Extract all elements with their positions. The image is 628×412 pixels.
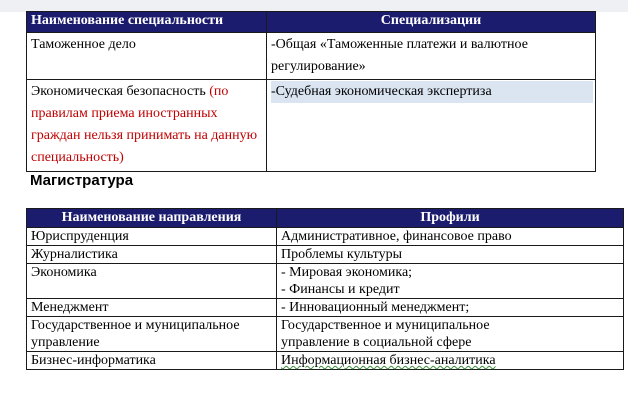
direction-name: Менеджмент: [27, 299, 277, 317]
profile: [277, 352, 624, 370]
profile: [277, 264, 624, 299]
header-specializations: Специализации: [267, 12, 596, 33]
direction-name: Юриспруденция: [27, 228, 277, 246]
header-direction: Наименование направления: [27, 209, 277, 228]
profile-line: - Финансы и кредит: [281, 282, 400, 297]
table-header-row: [27, 12, 596, 33]
specialization-line: регулирование»: [271, 59, 366, 74]
profile: Проблемы культуры: [277, 246, 624, 264]
specialties-table: [26, 11, 596, 172]
profile-line: Государственное и муниципальное: [281, 318, 490, 333]
table-header-row: [27, 209, 624, 228]
specialty-name: Таможенное дело: [27, 33, 267, 80]
programs-table: [26, 208, 624, 370]
profile-line: - Мировая экономика;: [281, 265, 413, 280]
specialty-name-text: Экономическая безопасность: [31, 84, 210, 99]
table-row: [27, 80, 596, 172]
header-specialty: Наименование специальности: [27, 12, 267, 33]
direction-name: Экономика: [27, 264, 277, 299]
table-row: [27, 264, 624, 299]
profile: Административное, финансовое право: [277, 228, 624, 246]
specialization-line: -Судебная экономическая экспертиза: [271, 81, 593, 103]
specialization-line: -Общая «Таможенные платежи и валютное: [271, 37, 528, 52]
table-row: [27, 246, 624, 264]
section-heading: Магистратура: [30, 172, 134, 189]
specialization: [267, 33, 596, 80]
table-row: [27, 33, 596, 80]
specialty-name: [27, 80, 267, 172]
table-row: [27, 299, 624, 317]
header-profiles: Профили: [277, 209, 624, 228]
table-row: [27, 352, 624, 370]
profile: - Инновационный менеджмент;: [277, 299, 624, 317]
direction-name: Бизнес-информатика: [27, 352, 277, 370]
profile-text: Информационная бизнес-аналитика: [281, 353, 496, 368]
profile-line: управление в социальной сфере: [281, 335, 472, 350]
table-row: [27, 317, 624, 352]
specialization: [267, 80, 596, 172]
table-row: [27, 228, 624, 246]
restriction-note: (по правилам приема иностранных граждан нельзя принимать на данную специальность): [31, 84, 258, 165]
direction-name: Журналистика: [27, 246, 277, 264]
profile: [277, 317, 624, 352]
direction-name: Государственное и муниципальное управление: [27, 317, 277, 352]
